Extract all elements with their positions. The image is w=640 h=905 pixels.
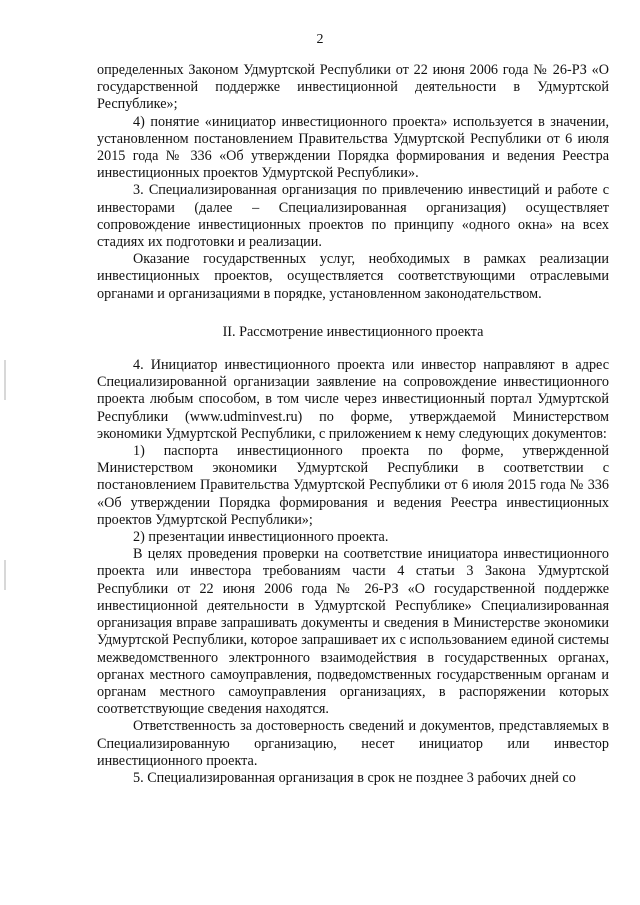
scan-artifact (4, 560, 6, 590)
page-number: 2 (316, 32, 324, 47)
paragraph-state-services: Оказание государственных услуг, необходимых в рамках реализации инвестиционных проектов, осуществляется соответствующими отраслевыми органами и организациями в порядке, установленном законодательством. (97, 251, 609, 302)
paragraph-continuation: определенных Законом Удмуртской Республики от 22 июня 2006 года № 26-РЗ «О государственной поддержке инвестиционной деятельности в Удмуртской Республике»; (97, 62, 609, 113)
scan-artifact (4, 360, 6, 400)
section-heading: II. Рассмотрение инвестиционного проекта (222, 323, 484, 340)
list-item-2: 2) презентации инвестиционного проекта. (133, 529, 389, 546)
paragraph-3: 3. Специализированная организация по привлечению инвестиций и работе с инвесторами (далее – Специализированная организация) осуществляет сопровождение инвестиционных проектов по принципу «одного окна» на всех стадиях их подготовки и реализации. (97, 182, 609, 251)
list-item-1: 1) паспорта инвестиционного проекта по форме, утвержденной Министерством экономики Удмуртской Республики в соответствии с постановлением Правительства Удмуртской Республики от 6 июля 2015 года № 336 «Об утверждении Порядка формирования и ведения Реестра инвестиционных проектов Удмуртской Республики»; (97, 443, 609, 528)
paragraph-verification: В целях проведения проверки на соответствие инициатора инвестиционного проекта или инвестора требованиям части 4 статьи 3 Закона Удмуртской Республики от 22 июня 2006 года № 26-РЗ «О государственной поддержке инвестиционной деятельности в Удмуртской Республике» Специализированная организация вправе запрашивать документы и сведения в Министерстве экономики Удмуртской Республики, которое запрашивает их с использованием единой системы межведомственного электронного взаимодействия в государственных органах, органах местного самоуправления, подведомственных государственным органам и органам местного самоуправления организациях, в распоряжении которых соответствующие сведения находятся. (97, 546, 609, 718)
paragraph-item-4: 4) понятие «инициатор инвестиционного проекта» используется в значении, установленном постановлением Правительства Удмуртской Республики от 6 июля 2015 года № 336 «Об утверждении Порядка формирования и ведения Реестра инвестиционных проектов Удмуртской Республики». (97, 113, 609, 182)
paragraph-5: 5. Специализированная организация в срок не позднее 3 рабочих дней со (133, 769, 576, 786)
paragraph-4: 4. Инициатор инвестиционного проекта или инвестор направляют в адрес Специализированной организации заявление на сопровождение инвестиционного проекта любым способом, в том числе через инвестиционный портал Удмуртской Республики (www.udminvest.ru) по форме, утверждаемой Министерством экономики Удмуртской Республики, с приложением к нему следующих документов: (97, 357, 609, 442)
paragraph-responsibility: Ответственность за достоверность сведений и документов, представляемых в Специализированную организацию, несет инициатор или инвестор инвестиционного проекта. (97, 718, 609, 769)
document-body (97, 62, 609, 787)
